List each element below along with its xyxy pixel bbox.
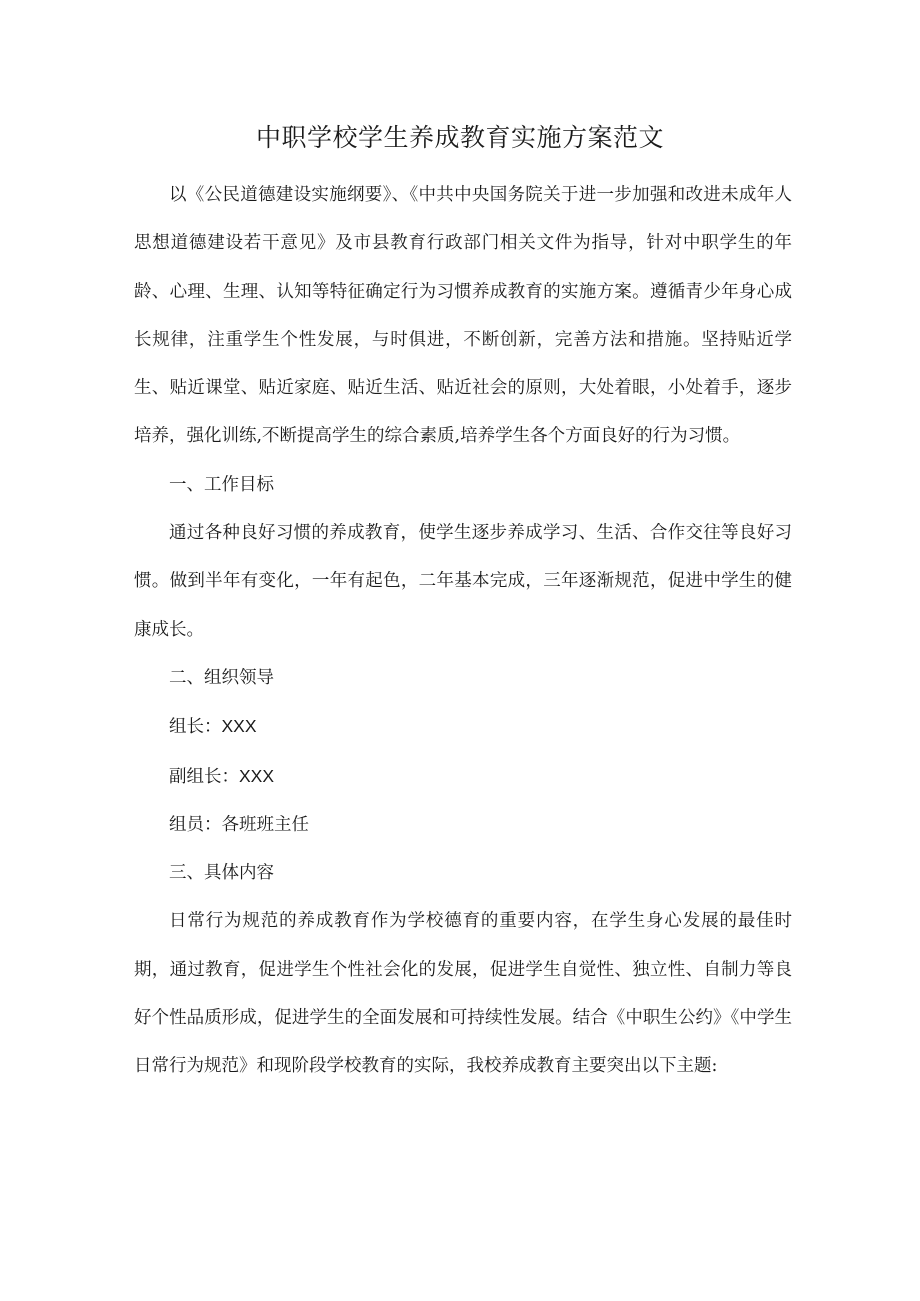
section-heading-content: 三、具体内容: [169, 863, 274, 884]
deputy-leader-line: [134, 752, 792, 801]
content-paragraph: 日常行为规范的养成教育作为学校德育的重要内容，在学生身心发展的最佳时期，通过教育，促进学生个性社会化的发展，促进学生自觉性、独立性、自制力等良好个性品质形成，促进学生的全面发展和可持续性发展。结合《中职生公约》《中学生日常行为规范》和现阶段学校教育的实际，我校养成教育主要突出以下主题:: [134, 911, 792, 1077]
document-body: [134, 171, 792, 1091]
deputy-leader-label: 副组长：: [169, 766, 239, 787]
section-heading-organization: 二、组织领导: [169, 667, 274, 688]
members-line: 组员：各班班主任: [169, 814, 309, 835]
section-heading-goals: 一、工作目标: [169, 474, 274, 495]
leader-label: 组长：: [169, 717, 222, 738]
leader-value: XXX: [221, 716, 257, 737]
intro-paragraph: 以《公民道德建设实施纲要》、《中共中央国务院关于进一步加强和改进未成年人思想道德建设若干意见》及市县教育行政部门相关文件为指导，针对中职学生的年龄、心理、生理、认知等特征确定行为习惯养成教育的实施方案。遵循青少年身心成长规律，注重学生个性发展，与时俱进，不断创新，完善方法和措施。坚持贴近学生、贴近课堂、贴近家庭、贴近生活、贴近社会的原则，大处着眼，小处着手，逐步培养，强化训练,不断提高学生的综合素质,培养学生各个方面良好的行为习惯。: [134, 185, 792, 447]
leader-line: [134, 702, 792, 751]
deputy-leader-value: XXX: [239, 765, 275, 786]
goals-paragraph: 通过各种良好习惯的养成教育，使学生逐步养成学习、生活、合作交往等良好习惯。做到半年有变化，一年有起色，二年基本完成，三年逐渐规范，促进中学生的健康成长。: [134, 523, 792, 640]
document-title: 中职学校学生养成教育实施方案范文: [255, 123, 664, 152]
